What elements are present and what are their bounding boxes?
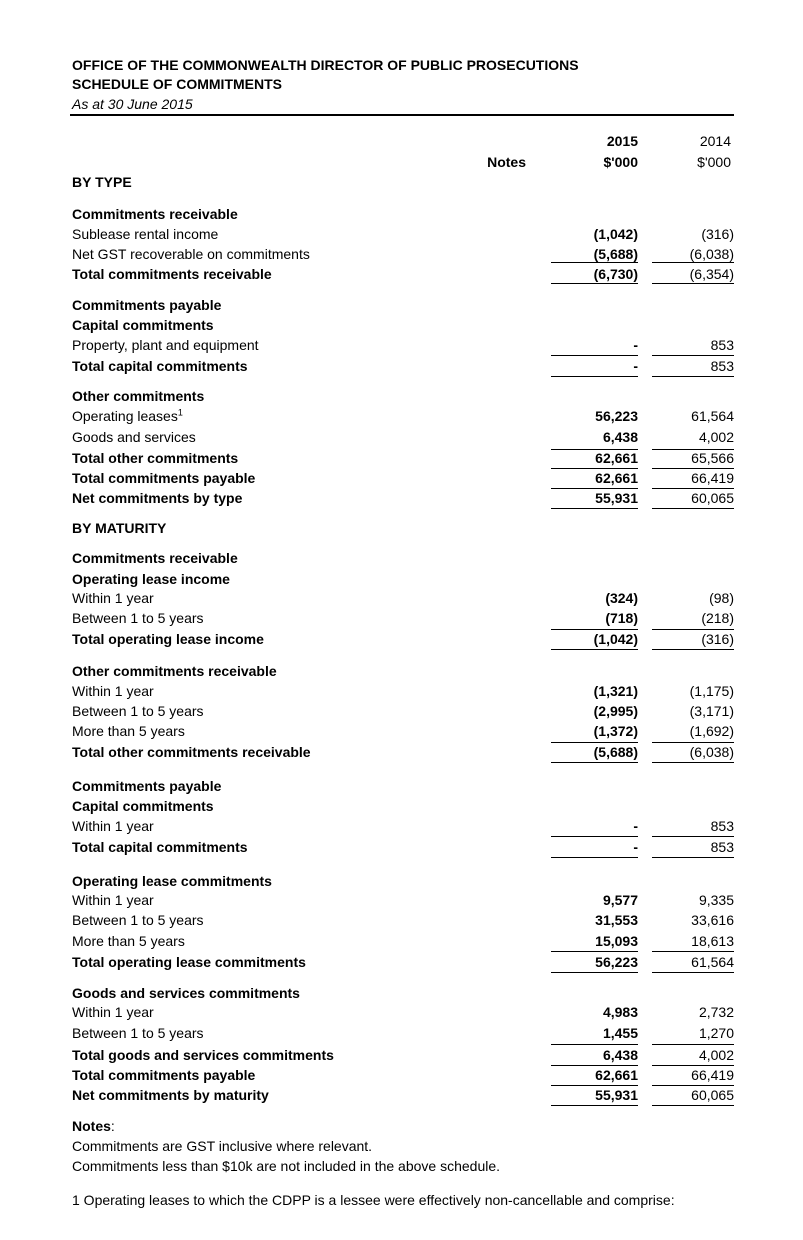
underline-2015 [551, 283, 638, 284]
value-2014: 61,564 [691, 408, 734, 424]
value-2015: 15,093 [595, 933, 638, 949]
underline-2015 [551, 262, 638, 263]
row-label: Within 1 year [72, 892, 154, 908]
row-label: Between 1 to 5 years [72, 912, 204, 928]
row-label: Total other commitments [72, 450, 239, 466]
value-2014: 853 [710, 358, 734, 374]
value-2014: 60,065 [691, 490, 734, 506]
value-2015: 56,223 [595, 954, 638, 970]
table-row [0, 776, 803, 796]
underline-2015 [551, 857, 638, 858]
underline-2014 [652, 283, 734, 284]
table-row [0, 629, 803, 649]
table-row [0, 701, 803, 721]
table-row [0, 386, 803, 406]
row-label: Between 1 to 5 years [72, 703, 204, 719]
value-2015: 4,983 [602, 1004, 638, 1020]
value-2015: 1,455 [602, 1025, 638, 1041]
row-label: More than 5 years [72, 723, 185, 739]
table-row [0, 983, 803, 1003]
row-label: More than 5 years [72, 933, 185, 949]
underline-2014 [652, 629, 734, 630]
underline-2015 [551, 972, 638, 973]
value-2015: (1,042) [593, 631, 638, 647]
value-2015: - [633, 818, 638, 834]
row-label: Capital commitments [72, 798, 214, 814]
row-label: Commitments payable [72, 297, 222, 313]
value-2014: (98) [709, 590, 734, 606]
row-label: Within 1 year [72, 590, 154, 606]
value-2014: 4,002 [698, 1047, 734, 1063]
row-label: Commitments receivable [72, 206, 238, 222]
value-2015: (718) [605, 610, 638, 626]
underline-2015 [551, 1085, 638, 1086]
row-label: Operating leases$^1$ [72, 407, 183, 424]
table-row [0, 548, 803, 568]
table-row [0, 721, 803, 741]
row-label: Total commitments payable [72, 1067, 256, 1083]
value-2015: 56,223 [595, 408, 638, 424]
value-2015: 31,553 [595, 912, 638, 928]
underline-2014 [652, 262, 734, 263]
row-label: Total capital commitments [72, 839, 248, 855]
row-label: BY TYPE [72, 174, 132, 190]
notes-heading: Notes: [72, 1118, 115, 1134]
value-2015: 62,661 [595, 1067, 638, 1083]
underline-2014 [652, 1105, 734, 1106]
underline-2014 [652, 951, 734, 952]
underline-2015 [551, 951, 638, 952]
value-2015: 9,577 [602, 892, 638, 908]
underline-2015 [551, 1105, 638, 1106]
value-2015: (6,730) [593, 266, 638, 282]
underline-2015 [551, 1065, 638, 1066]
value-2015: - [633, 358, 638, 374]
value-2014: 60,065 [691, 1087, 734, 1103]
underline-2014 [652, 1065, 734, 1066]
value-2015: (5,688) [593, 744, 638, 760]
underline-2015 [551, 836, 638, 837]
table-row [0, 427, 803, 447]
table-row [0, 356, 803, 376]
column-header-notes: Notes [487, 154, 526, 170]
value-2014: 65,566 [691, 450, 734, 466]
table-row [0, 588, 803, 608]
row-label: Between 1 to 5 years [72, 1025, 204, 1041]
table-row [0, 1023, 803, 1043]
value-2015: 6,438 [602, 1047, 638, 1063]
table-row [0, 468, 803, 488]
table-row [0, 244, 803, 264]
header-rule [70, 114, 734, 116]
value-2015: 6,438 [602, 429, 638, 445]
underline-2014 [652, 468, 734, 469]
table-row [0, 796, 803, 816]
underline-2015 [551, 762, 638, 763]
value-2014: (3,171) [689, 703, 734, 719]
value-2014: (6,354) [689, 266, 734, 282]
value-2014: (218) [701, 610, 734, 626]
row-label: Within 1 year [72, 1004, 154, 1020]
underline-2014 [652, 857, 734, 858]
row-label: Net commitments by maturity [72, 1087, 269, 1103]
row-label: Operating lease income [72, 571, 230, 587]
value-2015: 55,931 [595, 1087, 638, 1103]
value-2015: 55,931 [595, 490, 638, 506]
row-label: Between 1 to 5 years [72, 610, 204, 626]
row-label: Other commitments [72, 388, 205, 404]
value-2014: 853 [710, 818, 734, 834]
value-2014: (316) [701, 226, 734, 242]
row-label: Commitments payable [72, 778, 222, 794]
row-label: BY MATURITY [72, 520, 167, 536]
value-2015: (1,372) [593, 723, 638, 739]
footnote-marker: 1 [177, 407, 183, 418]
row-label: Goods and services [72, 429, 196, 445]
underline-2014 [652, 488, 734, 489]
row-label: Total commitments receivable [72, 266, 272, 282]
underline-2015 [551, 629, 638, 630]
row-label: Total operating lease income [72, 631, 264, 647]
value-2014: 18,613 [691, 933, 734, 949]
value-2014: 4,002 [698, 429, 734, 445]
row-label: Sublease rental income [72, 226, 219, 242]
column-unit-2014: $'000 [697, 154, 731, 170]
value-2014: (6,038) [689, 744, 734, 760]
table-row [0, 295, 803, 315]
footnote-operating-leases: 1 Operating leases to which the CDPP is a lessee were effectively non-cancellable and comprise: [72, 1192, 675, 1208]
row-label: Total goods and services commitments [72, 1047, 334, 1063]
underline-2015 [551, 355, 638, 356]
table-row [0, 204, 803, 224]
value-2014: 33,616 [691, 912, 734, 928]
underline-2015 [551, 449, 638, 450]
value-2014: 9,335 [698, 892, 734, 908]
value-2014: (1,692) [689, 723, 734, 739]
underline-2014 [652, 836, 734, 837]
table-row [0, 1065, 803, 1085]
table-row [0, 890, 803, 910]
value-2015: (1,321) [593, 683, 638, 699]
underline-2014 [652, 355, 734, 356]
column-header-2014: 2014 [699, 133, 731, 149]
underline-2015 [551, 1044, 638, 1045]
notes-heading-text: Notes [72, 1118, 111, 1134]
table-row [0, 608, 803, 628]
row-label: Total operating lease commitments [72, 954, 306, 970]
schedule-title: SCHEDULE OF COMMITMENTS [72, 76, 282, 92]
table-row [0, 224, 803, 244]
value-2015: 62,661 [595, 470, 638, 486]
underline-2014 [652, 1085, 734, 1086]
table-row [0, 742, 803, 762]
row-label: Other commitments receivable [72, 663, 277, 679]
row-label: Net commitments by type [72, 490, 243, 506]
table-row [0, 871, 803, 891]
underline-2014 [652, 742, 734, 743]
underline-2014 [652, 649, 734, 650]
value-2014: 1,270 [698, 1025, 734, 1041]
underline-2015 [551, 649, 638, 650]
note-threshold: Commitments less than $10k are not included in the above schedule. [72, 1158, 501, 1174]
underline-2014 [652, 762, 734, 763]
table-row [0, 569, 803, 589]
row-label: Within 1 year [72, 683, 154, 699]
value-2015: (1,042) [593, 226, 638, 242]
column-header-2015: 2015 [606, 133, 638, 149]
value-2014: (316) [701, 631, 734, 647]
value-2014: 853 [710, 839, 734, 855]
row-label: Commitments receivable [72, 550, 238, 566]
table-row [0, 837, 803, 857]
table-row [0, 681, 803, 701]
table-row [0, 335, 803, 355]
underline-2014 [652, 376, 734, 377]
as-at-date: As at 30 June 2015 [72, 96, 193, 112]
table-row [0, 952, 803, 972]
value-2015: - [633, 839, 638, 855]
value-2015: (2,995) [593, 703, 638, 719]
value-2014: 61,564 [691, 954, 734, 970]
row-label: Operating lease commitments [72, 873, 272, 889]
organisation-title: OFFICE OF THE COMMONWEALTH DIRECTOR OF PUBLIC PROSECUTIONS [72, 57, 579, 73]
value-2014: 66,419 [691, 470, 734, 486]
table-row [0, 910, 803, 930]
underline-2015 [551, 468, 638, 469]
row-label: Total other commitments receivable [72, 744, 311, 760]
row-label: Total capital commitments [72, 358, 248, 374]
table-row [0, 315, 803, 335]
row-label: Property, plant and equipment [72, 337, 259, 353]
table-row [0, 488, 803, 508]
table-row [0, 172, 803, 192]
table-row [0, 931, 803, 951]
value-2015: (324) [605, 590, 638, 606]
value-2015: 62,661 [595, 450, 638, 466]
note-gst: Commitments are GST inclusive where relevant. [72, 1138, 373, 1154]
table-row [0, 406, 803, 426]
underline-2014 [652, 1044, 734, 1045]
value-2014: 853 [710, 337, 734, 353]
table-row [0, 661, 803, 681]
value-2014: 2,732 [698, 1004, 734, 1020]
underline-2014 [652, 972, 734, 973]
row-label: Net GST recoverable on commitments [72, 246, 310, 262]
underline-2015 [551, 508, 638, 509]
column-unit-2015: $'000 [603, 154, 638, 170]
table-row [0, 1002, 803, 1022]
table-row [0, 1045, 803, 1065]
table-row [0, 264, 803, 284]
table-row [0, 518, 803, 538]
row-label: Within 1 year [72, 818, 154, 834]
row-label: Goods and services commitments [72, 985, 300, 1001]
table-row [0, 1085, 803, 1105]
value-2014: (6,038) [689, 246, 734, 262]
table-row [0, 448, 803, 468]
underline-2015 [551, 742, 638, 743]
underline-2015 [551, 376, 638, 377]
value-2015: - [633, 337, 638, 353]
value-2015: (5,688) [593, 246, 638, 262]
underline-2014 [652, 508, 734, 509]
row-label: Capital commitments [72, 317, 214, 333]
value-2014: (1,175) [689, 683, 734, 699]
underline-2015 [551, 488, 638, 489]
row-label: Total commitments payable [72, 470, 256, 486]
value-2014: 66,419 [691, 1067, 734, 1083]
table-row [0, 816, 803, 836]
underline-2014 [652, 449, 734, 450]
